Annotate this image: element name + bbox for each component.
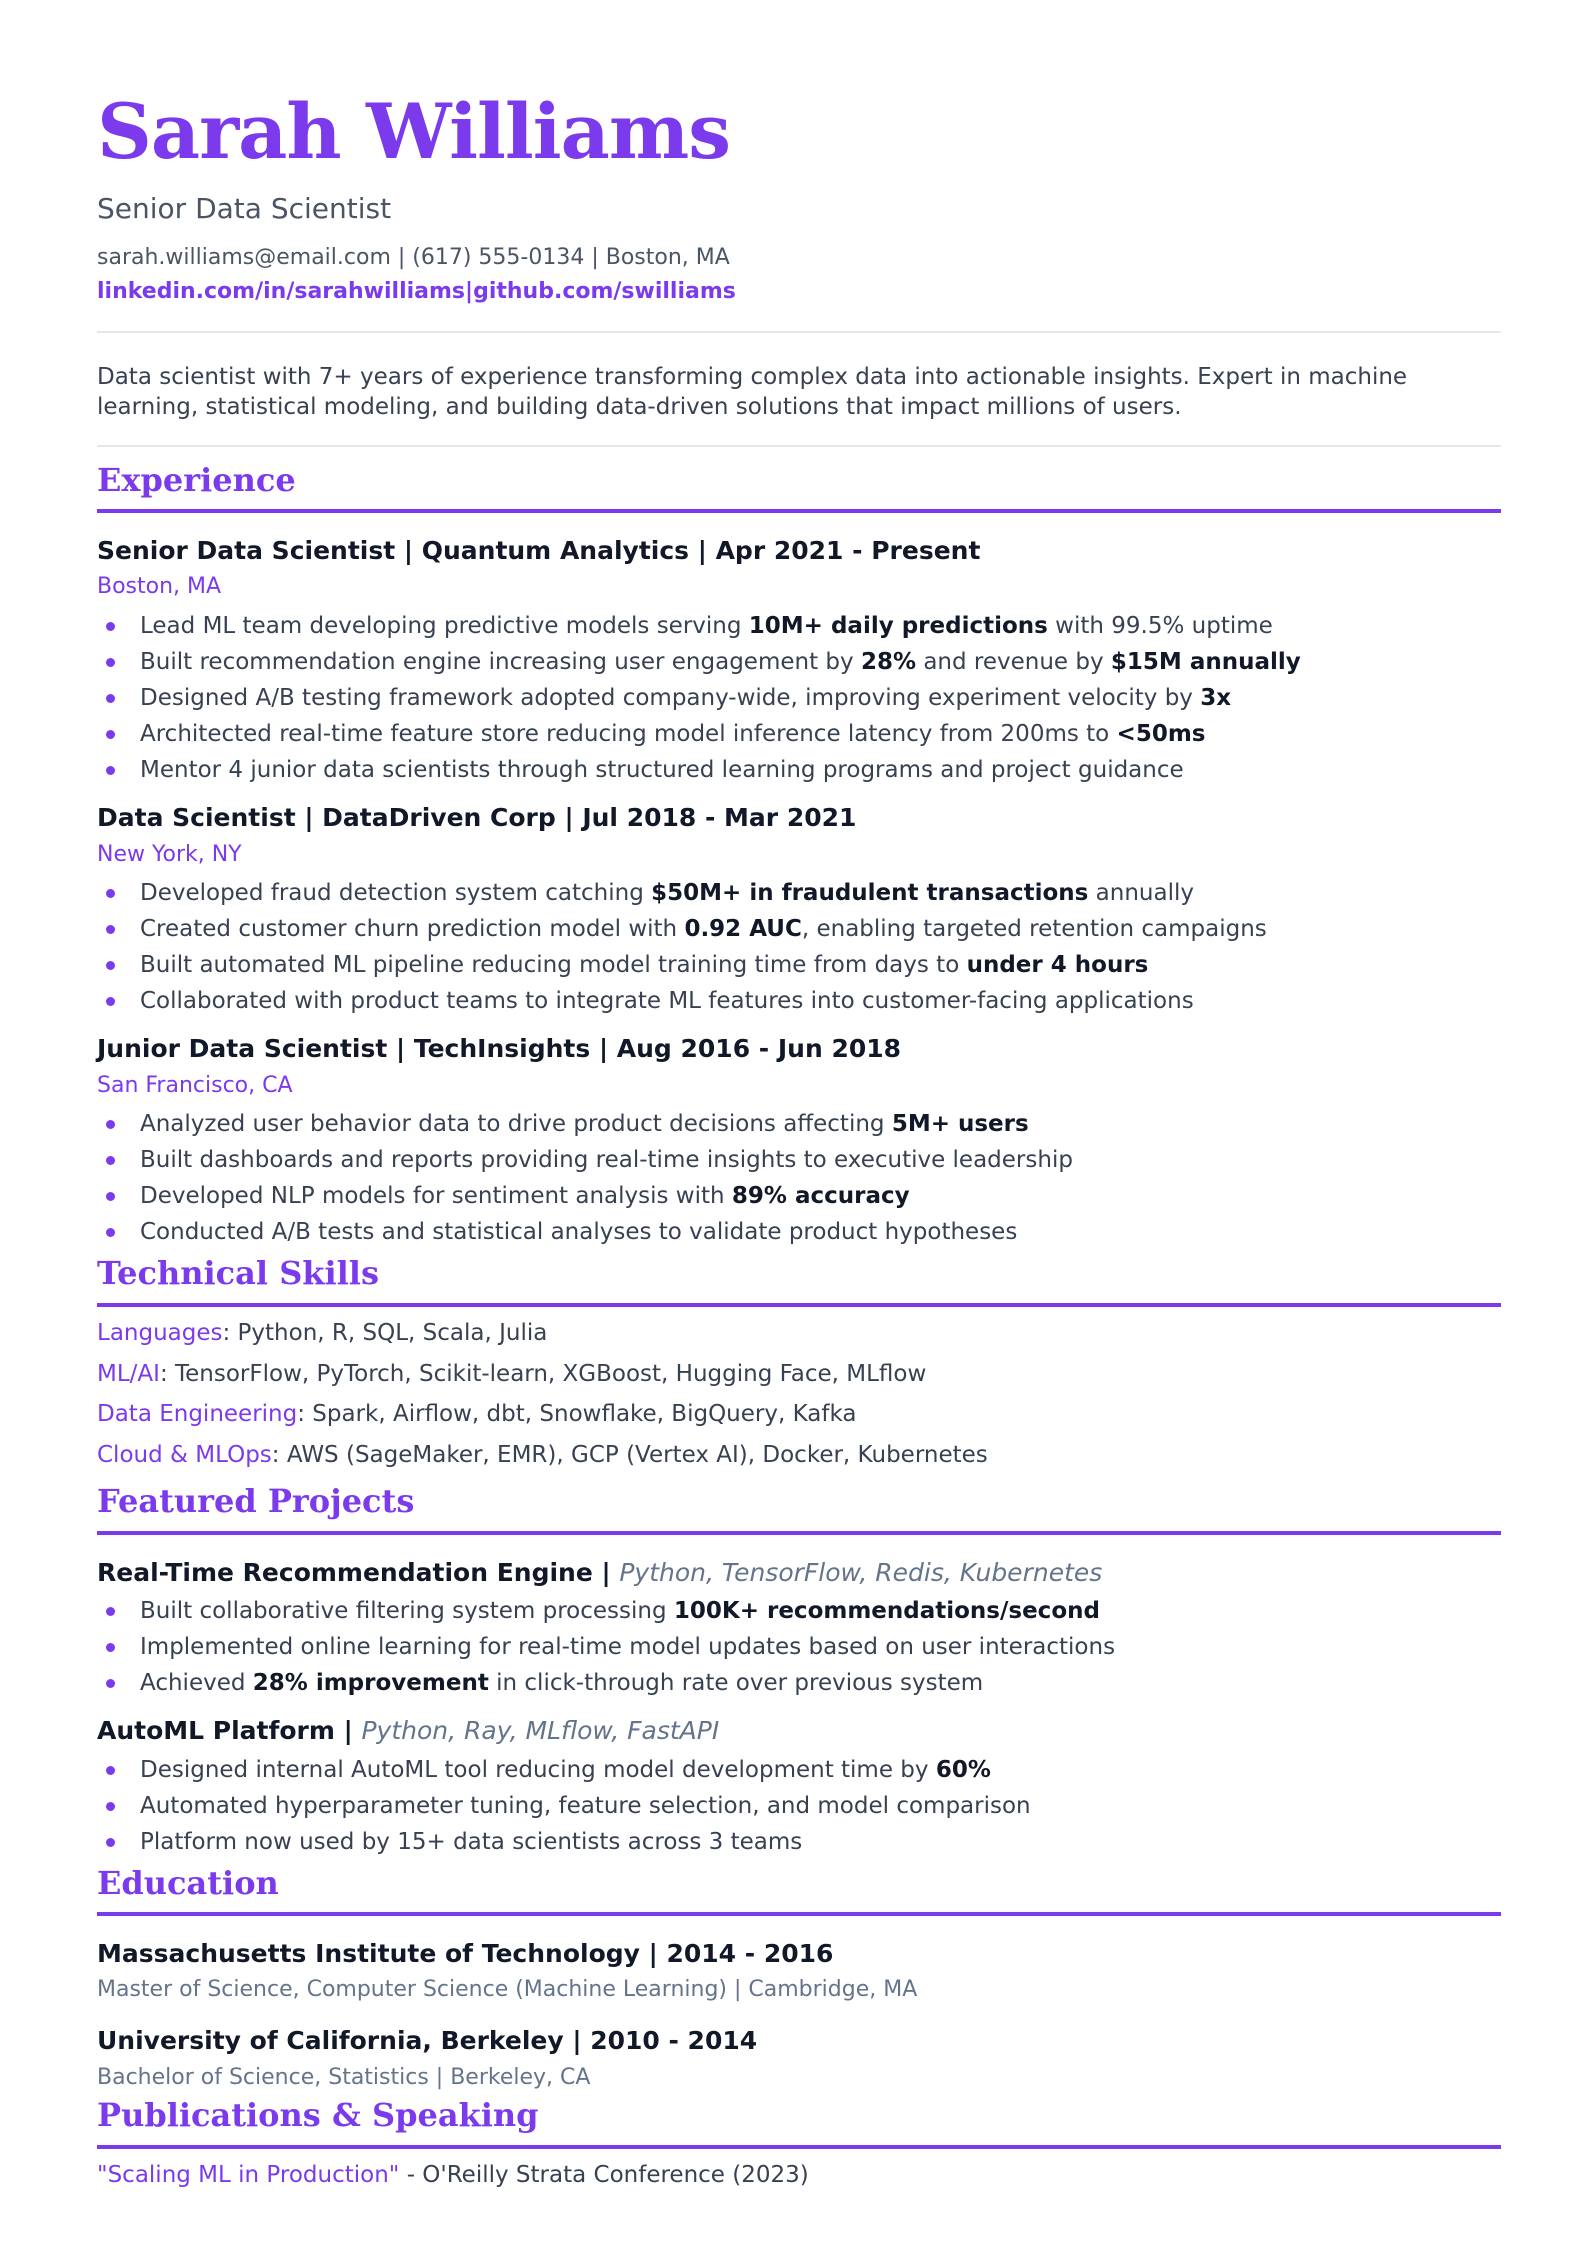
contact-line: sarah.williams@email.com | (617) 555-0134 | Boston, MA [97, 244, 730, 270]
projects-list [97, 1557, 1501, 1860]
skill-value: : Spark, Airflow, dbt, Snowflake, BigQuery, Kafka [297, 1401, 857, 1428]
linkedin-link[interactable]: linkedin.com/in/sarahwilliams [97, 279, 466, 305]
bullet-item: Platform now used by 15+ data scientists across 3 teams [97, 1824, 1501, 1860]
bullet-list [97, 1106, 1501, 1250]
bullet-item: Designed internal AutoML tool reducing model development time by 60% [97, 1752, 1501, 1788]
education-list [97, 1938, 1501, 2092]
bullet-highlight: $50M+ in fraudulent transactions [651, 880, 1089, 907]
section-rule [97, 1912, 1501, 1916]
profile-links [97, 278, 1501, 307]
bullet-list [97, 875, 1501, 1019]
bullet-highlight: under 4 hours [966, 952, 1149, 979]
project-separator: | [592, 1557, 620, 1587]
candidate-name: Sarah Williams [97, 87, 731, 176]
bullet-item: Collaborated with product teams to integrate ML features into customer-facing applications [97, 983, 1501, 1019]
job-location: San Francisco, CA [97, 1072, 293, 1098]
section-rule [97, 1531, 1501, 1535]
bullet-highlight: 10M+ daily predictions [748, 613, 1048, 640]
bullet-item: Analyzed user behavior data to drive product decisions affecting 5M+ users [97, 1106, 1501, 1142]
bullet-item: Built collaborative filtering system processing 100K+ recommendations/second [97, 1593, 1501, 1629]
project-heading [97, 1715, 1501, 1748]
skill-label: Cloud & MLOps [97, 1442, 272, 1469]
bullet-item: Automated hyperparameter tuning, feature selection, and model comparison [97, 1788, 1501, 1824]
job-location: Boston, MA [97, 574, 222, 600]
project-separator: | [334, 1716, 362, 1746]
bullet-list [97, 1752, 1501, 1860]
skill-label: Languages [97, 1319, 223, 1346]
skill-value: : TensorFlow, PyTorch, Scikit-learn, XGBoost, Hugging Face, MLflow [159, 1360, 927, 1387]
skill-label: Data Engineering [97, 1401, 298, 1428]
bullet-item: Conducted A/B tests and statistical analyses to validate product hypotheses [97, 1214, 1501, 1250]
bullet-highlight: 0.92 AUC [684, 916, 802, 943]
education-heading: Massachusetts Institute of Technology | 2014 - 2016 [97, 1938, 834, 1968]
publication-item [97, 2161, 1501, 2191]
bullet-item: Created customer churn prediction model with 0.92 AUC, enabling targeted retention campaigns [97, 911, 1501, 947]
project-entry [97, 1557, 1501, 1702]
section-title-experience: Experience [97, 460, 296, 499]
education-detail: Bachelor of Science, Statistics | Berkeley, CA [97, 2064, 591, 2090]
bullet-item: Designed A/B testing framework adopted company-wide, improving experiment velocity by 3x [97, 680, 1501, 716]
bullet-item: Built automated ML pipeline reducing model training time from days to under 4 hours [97, 947, 1501, 983]
section-rule [97, 509, 1501, 513]
education-detail: Master of Science, Computer Science (Machine Learning) | Cambridge, MA [97, 1977, 918, 2003]
bullet-highlight: 28% [860, 649, 917, 676]
project-name: Real-Time Recommendation Engine [97, 1557, 593, 1587]
section-title-publications: Publications & Speaking [97, 2096, 539, 2135]
skills-list [97, 1319, 1501, 1472]
bullet-highlight: 3x [1200, 685, 1232, 712]
skill-label: ML/AI [97, 1360, 160, 1387]
bullet-highlight: <50ms [1116, 721, 1206, 748]
publications-list [97, 2161, 1501, 2191]
job-heading: Senior Data Scientist | Quantum Analytics | Apr 2021 - Present [97, 535, 981, 565]
education-heading: University of California, Berkeley | 2010 - 2014 [97, 2026, 758, 2056]
job-entry [97, 1033, 1501, 1250]
experience-list [97, 535, 1501, 1250]
bullet-item: Developed NLP models for sentiment analysis with 89% accuracy [97, 1178, 1501, 1214]
bullet-highlight: 100K+ recommendations/second [673, 1598, 1100, 1625]
section-title-skills: Technical Skills [97, 1254, 379, 1293]
section-rule [97, 2145, 1501, 2149]
job-heading: Data Scientist | DataDriven Corp | Jul 2018 - Mar 2021 [97, 803, 857, 833]
skill-row [97, 1319, 1501, 1349]
publication-title: "Scaling ML in Production" [97, 2161, 400, 2188]
header-divider [97, 331, 1501, 333]
summary: Data scientist with 7+ years of experience transforming complex data into actionable insights. Expert in machine learning, statistical modeling, and building data-driven solutions that impact millions of users. [97, 363, 1408, 420]
project-name: AutoML Platform [97, 1716, 335, 1746]
bullet-item: Lead ML team developing predictive models serving 10M+ daily predictions with 99.5% uptime [97, 608, 1501, 644]
section-rule [97, 1303, 1501, 1307]
skill-row [97, 1400, 1501, 1430]
section-title-education: Education [97, 1863, 279, 1902]
bullet-highlight: 89% accuracy [731, 1183, 910, 1210]
job-location: New York, NY [97, 841, 242, 867]
project-tech: Python, TensorFlow, Redis, Kubernetes [619, 1557, 1103, 1587]
education-entry [97, 2025, 1501, 2092]
job-heading: Junior Data Scientist | TechInsights | Aug 2016 - Jun 2018 [97, 1034, 902, 1064]
publication-venue: - O'Reilly Strata Conference (2023) [399, 2161, 809, 2188]
github-link[interactable]: github.com/swilliams [473, 279, 736, 305]
bullet-highlight: 5M+ users [891, 1111, 1029, 1138]
bullet-item: Architected real-time feature store reducing model inference latency from 200ms to <50ms [97, 716, 1501, 752]
project-tech: Python, Ray, MLflow, FastAPI [361, 1716, 720, 1746]
bullet-highlight: 60% [935, 1756, 991, 1783]
bullet-item: Built dashboards and reports providing real-time insights to executive leadership [97, 1142, 1501, 1178]
bullet-item: Built recommendation engine increasing user engagement by 28% and revenue by $15M annually [97, 644, 1501, 680]
job-title: Senior Data Scientist [97, 192, 392, 225]
education-entry [97, 1938, 1501, 2005]
bullet-highlight: $15M annually [1110, 649, 1301, 676]
link-separator: | [465, 279, 474, 305]
project-heading [97, 1557, 1501, 1590]
section-title-projects: Featured Projects [97, 1482, 415, 1521]
bullet-highlight: 28% improvement [252, 1670, 489, 1697]
project-entry [97, 1715, 1501, 1860]
job-entry [97, 802, 1501, 1019]
skill-row [97, 1441, 1501, 1471]
skill-value: : Python, R, SQL, Scala, Julia [222, 1319, 548, 1346]
bullet-item: Mentor 4 junior data scientists through structured learning programs and project guidance [97, 752, 1501, 788]
bullet-list [97, 1593, 1501, 1701]
summary-divider [97, 445, 1501, 447]
skill-value: : AWS (SageMaker, EMR), GCP (Vertex AI), Docker, Kubernetes [271, 1442, 988, 1469]
job-entry [97, 535, 1501, 788]
bullet-item: Implemented online learning for real-time model updates based on user interactions [97, 1629, 1501, 1665]
skill-row [97, 1360, 1501, 1390]
bullet-list [97, 608, 1501, 788]
bullet-item: Achieved 28% improvement in click-through rate over previous system [97, 1665, 1501, 1701]
bullet-item: Developed fraud detection system catching $50M+ in fraudulent transactions annually [97, 875, 1501, 911]
